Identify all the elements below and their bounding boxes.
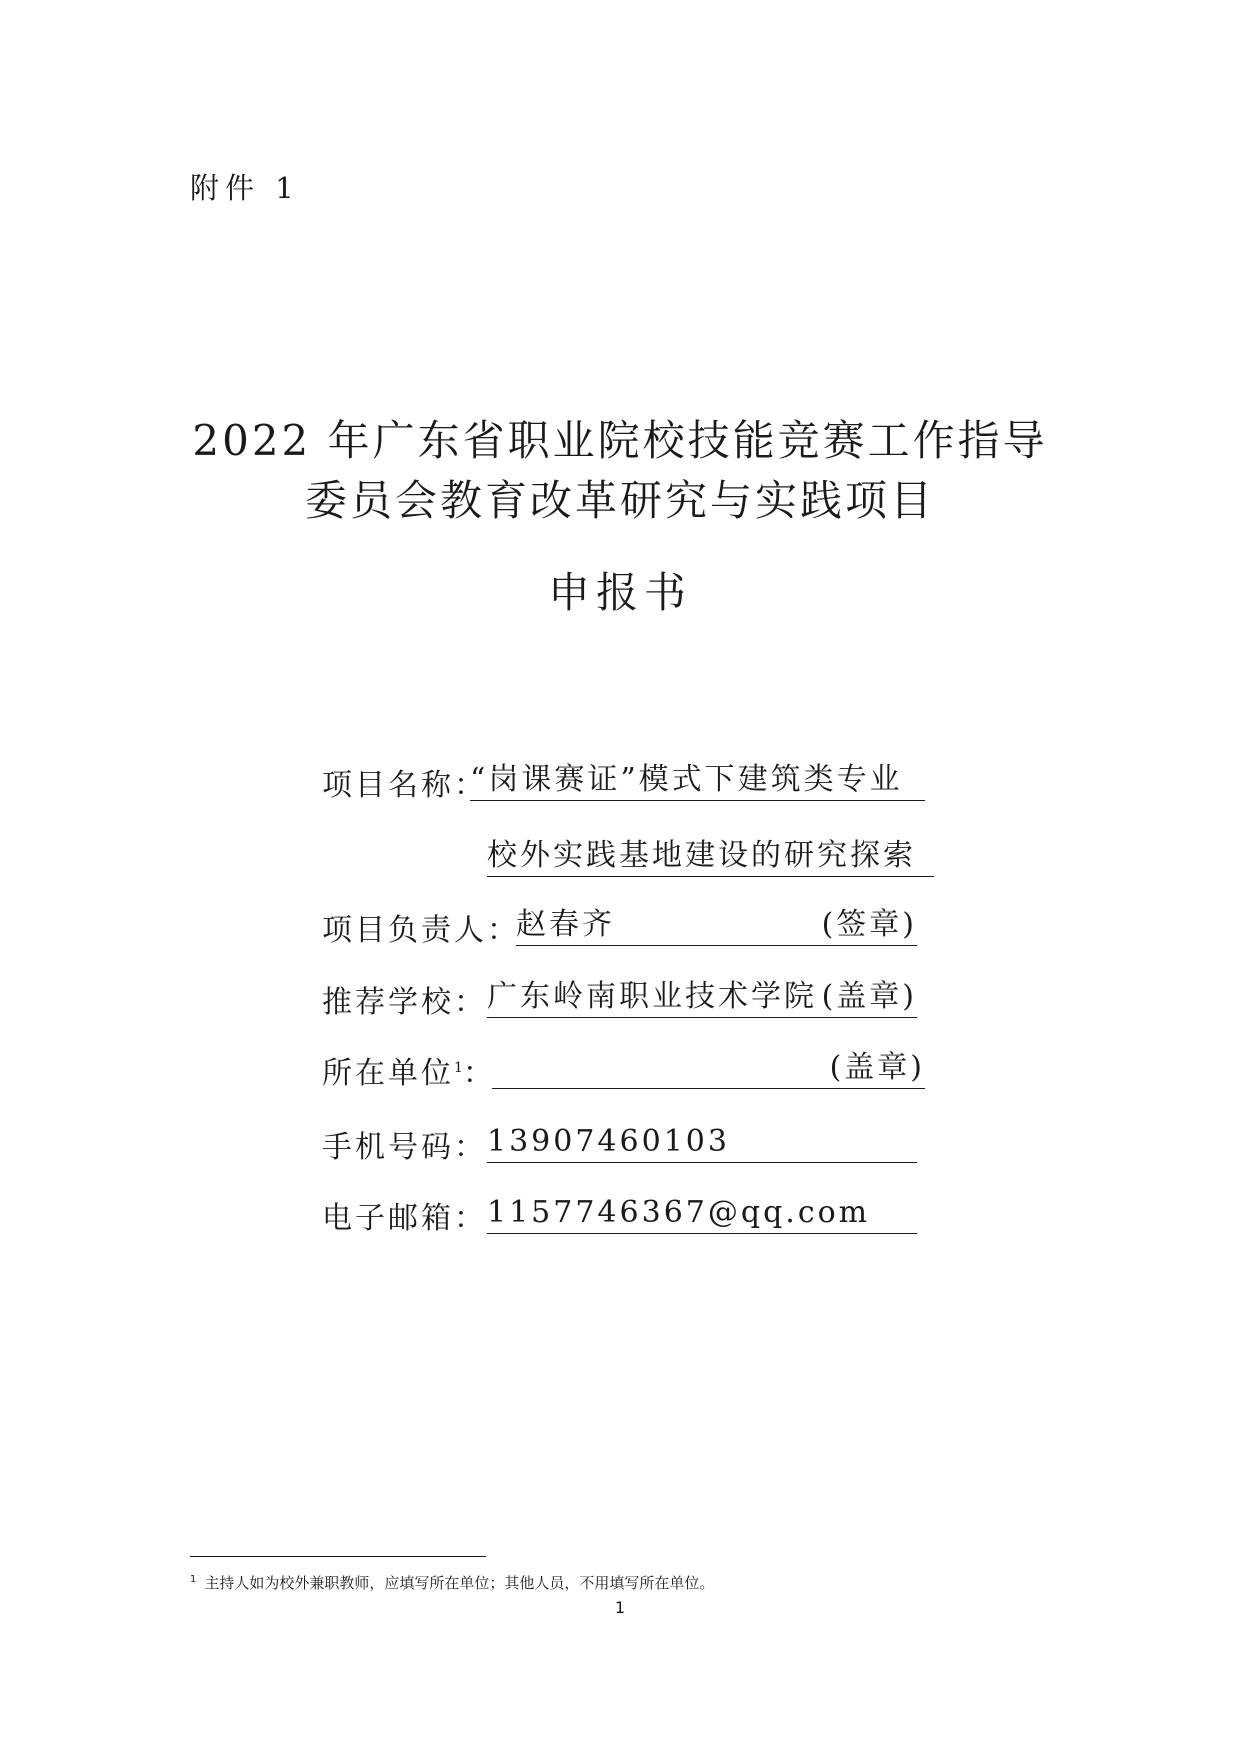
- footnote-mark: 1: [190, 1574, 197, 1585]
- document-title-line-1: 2022 年广东省职业院校技能竞赛工作指导: [192, 416, 1048, 465]
- mobile-phone-field: [487, 1122, 917, 1163]
- project-leader-value: 赵春齐: [516, 907, 615, 942]
- affiliated-unit-label-colon: ：: [462, 1056, 496, 1091]
- unit-seal-note: (盖章): [829, 1050, 925, 1085]
- project-leader-field: [516, 905, 917, 946]
- email-field: [487, 1193, 917, 1234]
- affiliated-unit-label: [322, 1048, 496, 1092]
- school-seal-note: (盖章): [821, 979, 917, 1014]
- attachment-label: 附件 1: [190, 171, 300, 205]
- mobile-phone-value: 13907460103: [487, 1124, 730, 1159]
- footnote-text: 主持人如为校外兼职教师，应填写所在单位；其他人员，不用填写所在单位。: [204, 1574, 715, 1592]
- project-name-value-continued: 校外实践基地建设的研究探索: [487, 838, 916, 873]
- mobile-phone-label: 手机号码：: [322, 1130, 487, 1165]
- project-name-label: 项目名称：: [322, 768, 487, 803]
- email-value: 1157746367@qq.com: [487, 1195, 871, 1230]
- document-title-line-2: 委员会教育改革研究与实践项目: [304, 476, 935, 525]
- project-name-value: “岗课赛证”模式下建筑类专业: [470, 762, 903, 797]
- project-name-field: [470, 760, 925, 801]
- affiliated-unit-field: [492, 1048, 925, 1089]
- page-number: 1: [614, 1598, 626, 1617]
- recommending-school-value: 广东岭南职业技术学院: [487, 979, 817, 1014]
- project-leader-label: 项目负责人：: [322, 913, 520, 948]
- project-name-field-continued: [487, 836, 934, 877]
- email-label: 电子邮箱：: [322, 1201, 487, 1236]
- recommending-school-label: 推荐学校：: [322, 985, 487, 1020]
- recommending-school-field: [487, 977, 917, 1018]
- footnote-separator: [190, 1556, 486, 1557]
- document-subtitle: 申报书: [547, 568, 692, 617]
- affiliated-unit-label-text: 所在单位: [322, 1056, 454, 1091]
- footnote-reference: 1: [454, 1060, 463, 1076]
- signature-stamp-note: (签章): [821, 907, 917, 942]
- footnote: [190, 1572, 714, 1593]
